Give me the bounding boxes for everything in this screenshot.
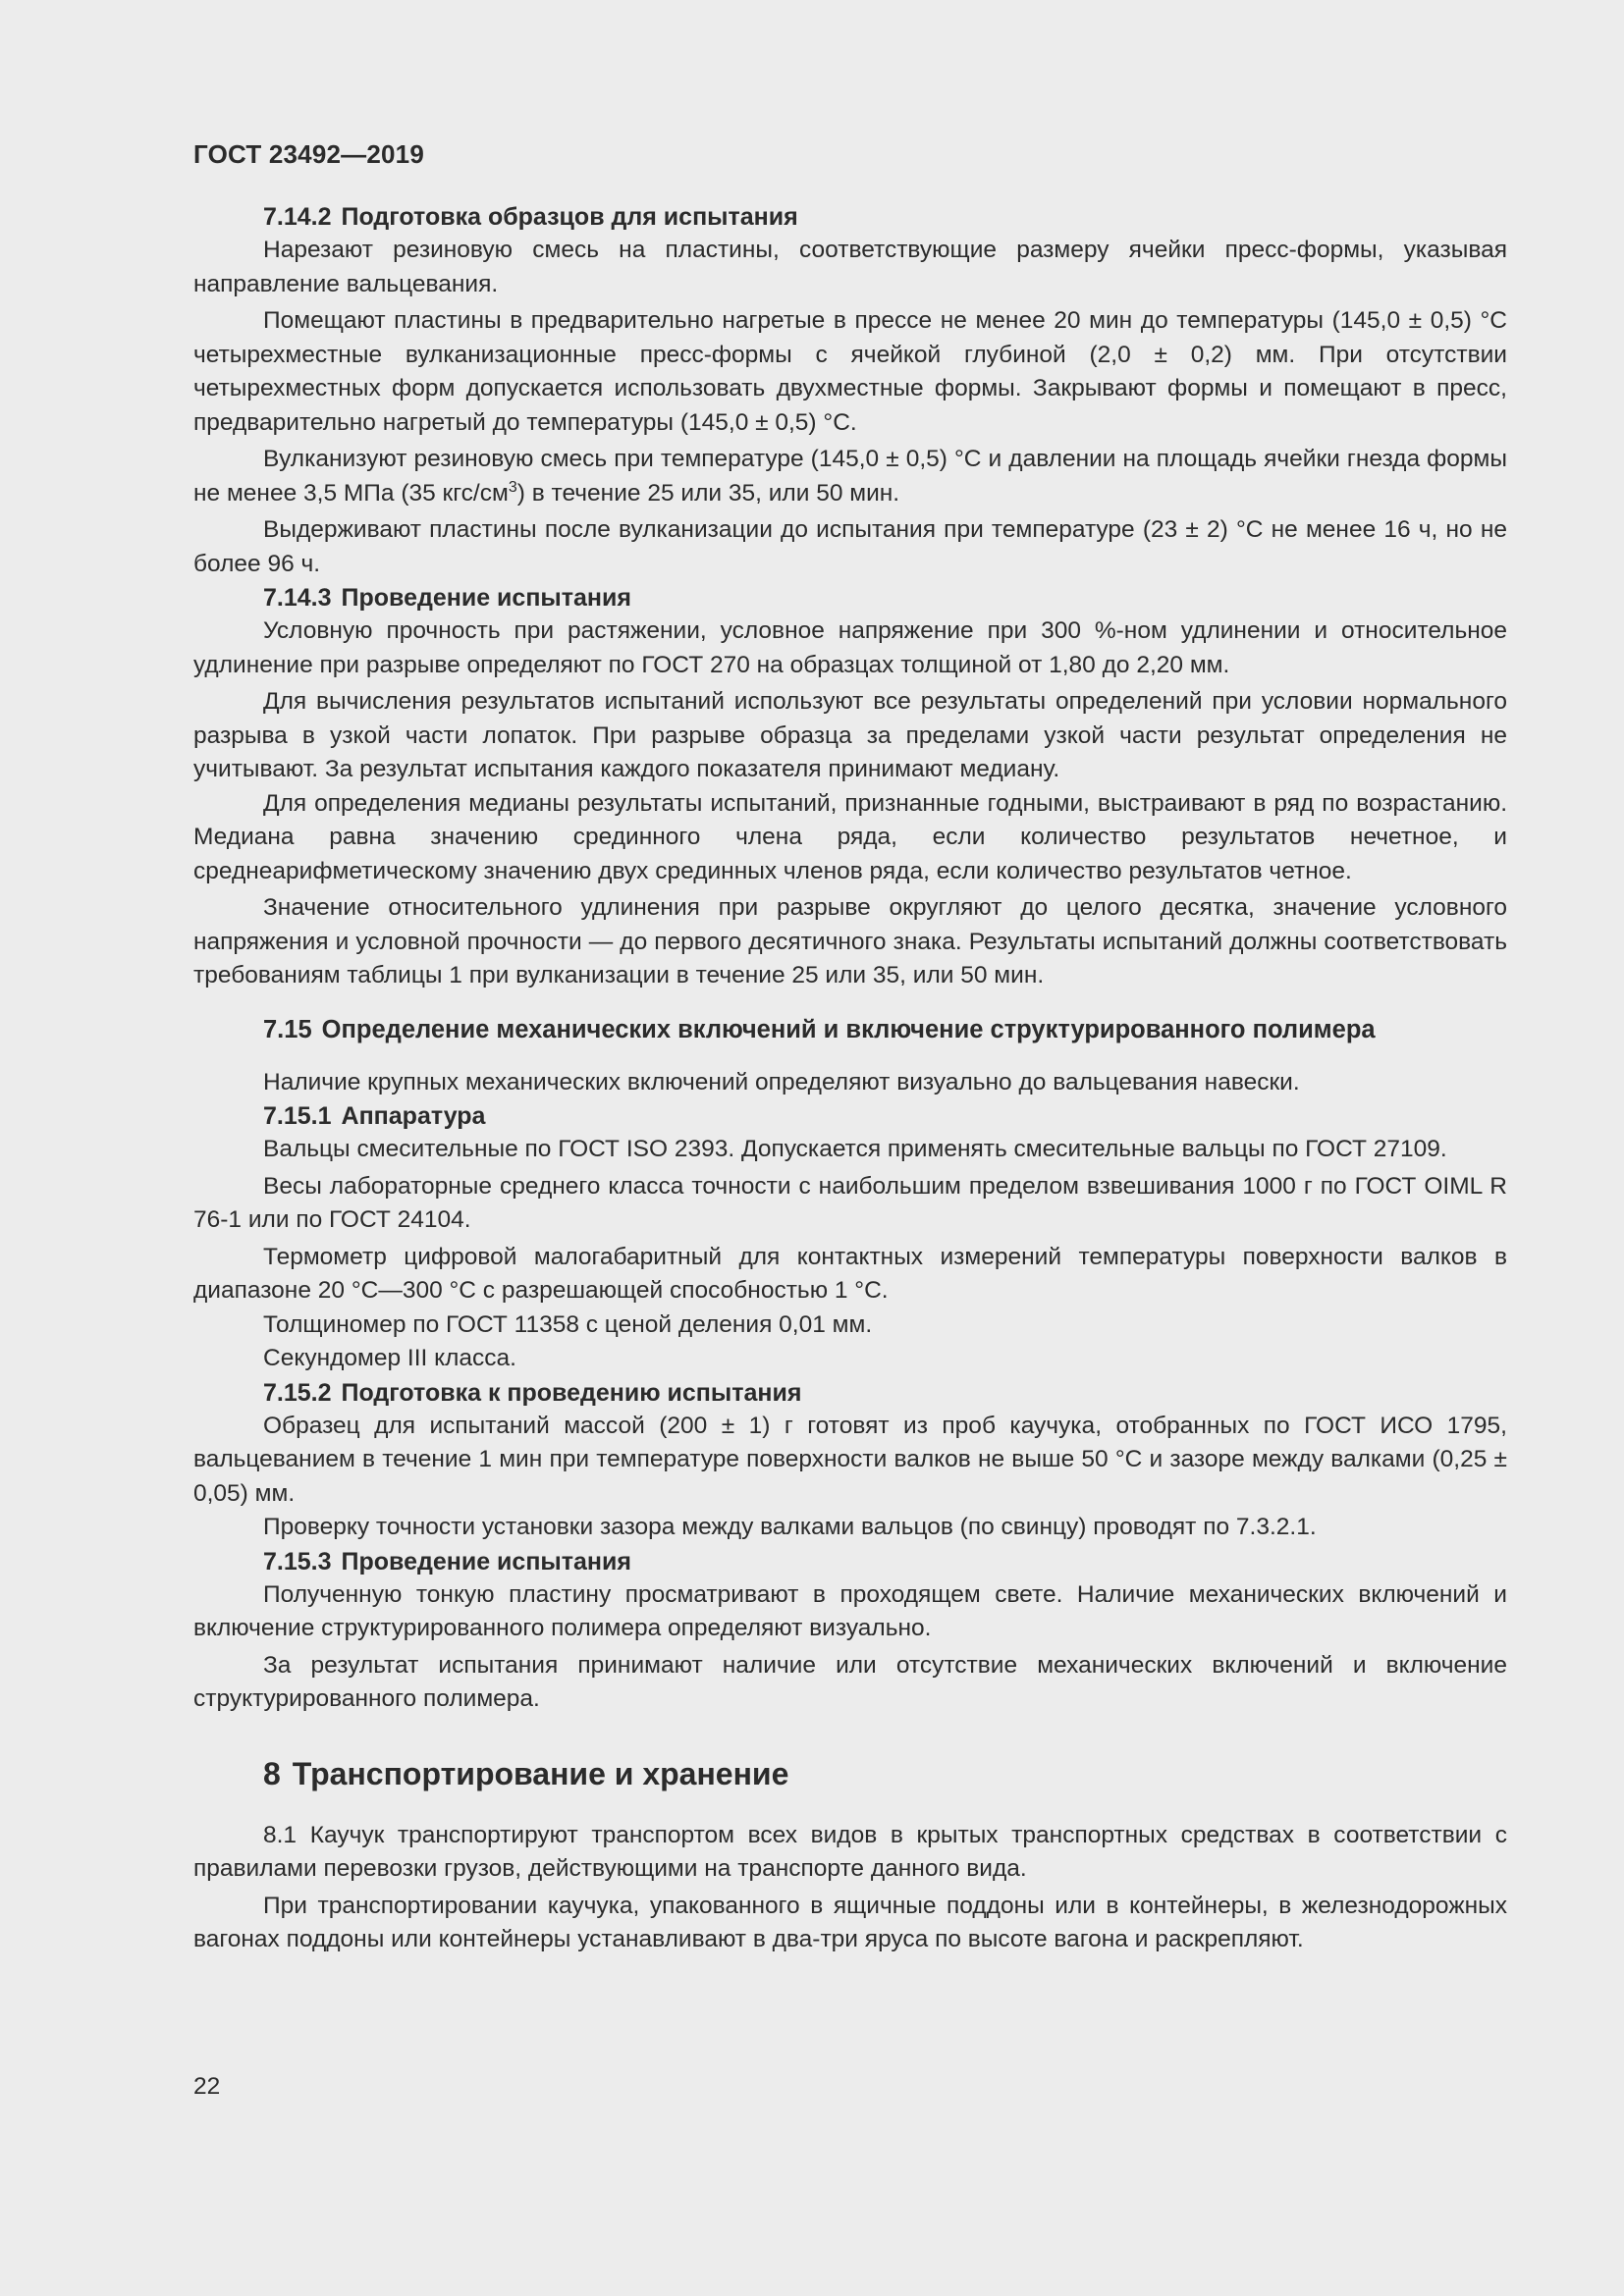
section-number: 7.15.3 xyxy=(263,1547,332,1575)
section-title: Определение механических включений и включение структурированного полимера xyxy=(321,1015,1376,1043)
section-title: Проведение испытания xyxy=(341,584,631,612)
section-7-14-2-heading xyxy=(263,200,1507,234)
section-number: 7.15.1 xyxy=(263,1102,332,1130)
section-title: Подготовка к проведению испытания xyxy=(341,1378,802,1407)
section-number: 7.14.2 xyxy=(263,203,332,231)
section-7-15-heading xyxy=(263,1013,1507,1046)
paragraph: Условную прочность при растяжении, условное напряжение при 300 %-ном удлинении и относительное удлинение при разрыве определяют по ГОСТ 270 на образцах толщиной от 1,80 до 2,20 мм. xyxy=(193,617,1507,678)
paragraph-text: ) в течение 25 или 35, или 50 мин. xyxy=(516,479,900,507)
paragraph: Секундомер III класса. xyxy=(263,1345,516,1371)
section-title: Подготовка образцов для испытания xyxy=(341,203,798,231)
paragraph: Толщиномер по ГОСТ 11358 с ценой деления 0,01 мм. xyxy=(263,1310,873,1338)
paragraph: Наличие крупных механических включений определяют визуально до вальцевания навески. xyxy=(263,1068,1300,1095)
section-7-15-2-heading xyxy=(263,1376,1507,1410)
paragraph: Проверку точности установки зазора между валками вальцов (по свинцу) проводят по 7.3.2.1. xyxy=(263,1514,1317,1540)
section-title: Аппаратура xyxy=(341,1102,486,1130)
paragraph: Вальцы смесительные по ГОСТ ISO 2393. Допускается применять смесительные вальцы по ГОСТ 27109. xyxy=(263,1136,1447,1162)
section-title: Транспортирование и хранение xyxy=(292,1755,789,1791)
document-header: ГОСТ 23492—2019 xyxy=(193,139,424,169)
paragraph-text: Вулканизуют резиновую смесь при температуре (145,0 ± 0,5) °С и давлении на площадь ячейки гнезда формы не менее 3,5 МПа (35 кгс/см xyxy=(193,446,1507,507)
paragraph xyxy=(193,443,1507,510)
paragraph: Полученную тонкую пластину просматривают в проходящем свете. Наличие механических включений и включение структурированного полимера определяют визуально. xyxy=(193,1580,1507,1641)
paragraph: При транспортировании каучука, упакованного в ящичные поддоны или в контейнеры, в железнодорожных вагонах поддоны или контейнеры устанавливают в два-три яруса по высоте вагона и раскрепляют. xyxy=(193,1892,1507,1952)
section-7-15-3-heading xyxy=(263,1545,1507,1578)
section-number: 7.15 xyxy=(263,1015,312,1043)
section-number: 8 xyxy=(263,1755,281,1791)
paragraph: Значение относительного удлинения при разрыве округляют до целого десятка, значение условного напряжения и условной прочности — до первого десятичного знака. Результаты испытаний должны соответствовать требованиям таблицы 1 при вулканизации в течение 25 или 35, или 50 мин. xyxy=(193,894,1507,988)
document-page xyxy=(193,137,1507,2101)
paragraph: Весы лабораторные среднего класса точности с наибольшим пределом взвешивания 1000 г по ГОСТ OIML R 76-1 или по ГОСТ 24104. xyxy=(193,1172,1507,1233)
paragraph: За результат испытания принимают наличие или отсутствие механических включений и включение структурированного полимера. xyxy=(193,1651,1507,1712)
section-8-heading xyxy=(263,1754,1507,1793)
paragraph: Для определения медианы результаты испытаний, признанные годными, выстраивают в ряд по возрастанию. Медиана равна значению срединного члена ряда, если количество результатов нечетное, и среднеарифметическому значению двух срединных членов ряда, если количество результатов четное. xyxy=(193,789,1507,884)
paragraph: Помещают пластины в предварительно нагретые в прессе не менее 20 мин до температуры (145,0 ± 0,5) °С четырехместные вулканизационные пресс-формы с ячейкой глубиной (2,0 ± 0,2) мм. При отсутствии четырехместных форм допускается использовать двухместные формы. Закрывают формы и помещают в пресс, предварительно нагретый до температуры (145,0 ± 0,5) °С. xyxy=(193,307,1507,436)
paragraph: Образец для испытаний массой (200 ± 1) г готовят из проб каучука, отобранных по ГОСТ ИСО 1795, вальцеванием в течение 1 мин при температуре поверхности валков не выше 50 °С и зазоре между валками (0,25 ± 0,05) мм. xyxy=(193,1412,1507,1507)
section-7-14-3-heading xyxy=(263,581,1507,614)
section-7-15-1-heading xyxy=(263,1099,1507,1133)
page-number: 22 xyxy=(193,2073,221,2100)
section-number: 7.15.2 xyxy=(263,1378,332,1407)
section-number: 7.14.3 xyxy=(263,584,332,612)
paragraph: Выдерживают пластины после вулканизации до испытания при температуре (23 ± 2) °С не менее 16 ч, но не более 96 ч. xyxy=(193,516,1507,577)
paragraph: 8.1 Каучук транспортируют транспортом всех видов в крытых транспортных средствах в соответствии с правилами перевозки грузов, действующими на транспорте данного вида. xyxy=(193,1821,1507,1882)
paragraph: Нарезают резиновую смесь на пластины, соответствующие размеру ячейки пресс-формы, указывая направление вальцевания. xyxy=(193,237,1507,297)
section-title: Проведение испытания xyxy=(341,1547,631,1575)
paragraph: Термометр цифровой малогабаритный для контактных измерений температуры поверхности валков в диапазоне 20 °С—300 °С с разрешающей способностью 1 °С. xyxy=(193,1243,1507,1304)
paragraph: Для вычисления результатов испытаний используют все результаты определений при условии нормального разрыва в узкой части лопаток. При разрыве образца за пределами узкой части результат определения не учитывают. За результат испытания каждого показателя принимают медиану. xyxy=(193,688,1507,782)
superscript: 3 xyxy=(508,478,517,496)
